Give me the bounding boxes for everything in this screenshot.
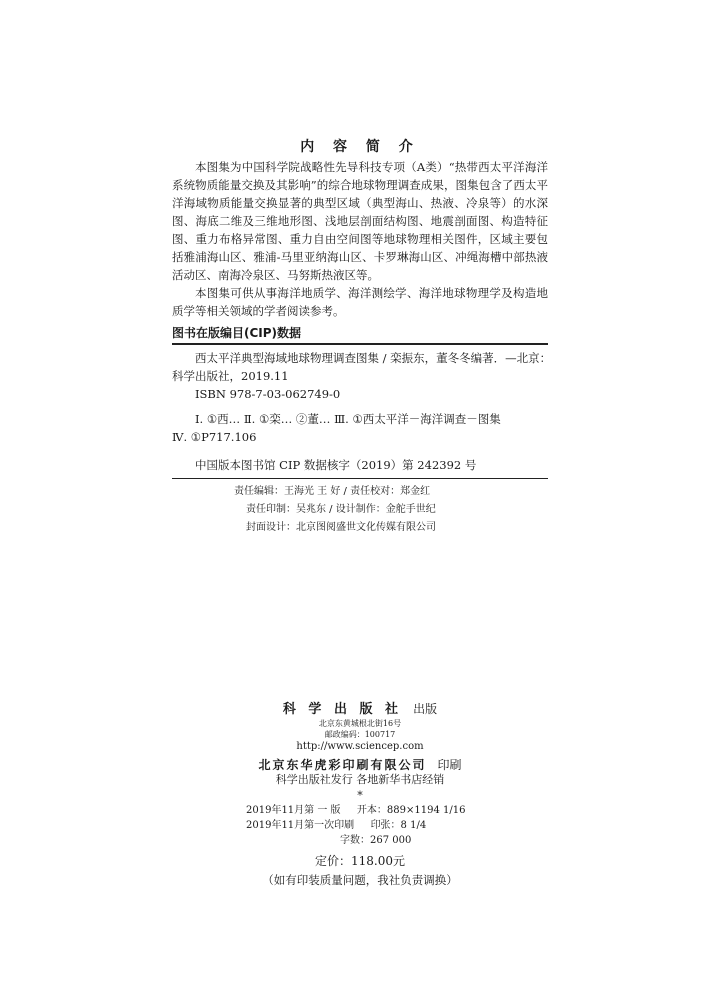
cip-classification-line-2: Ⅳ. ①P717.106	[172, 430, 257, 444]
cip-top-rule	[172, 343, 548, 345]
cip-core-data-row	[172, 456, 548, 474]
intro-paragraph-2: 本图集可供从事海洋地质学、海洋测绘学、海洋地球物理学及构造地质学等相关领域的学者阅读参考。	[172, 286, 548, 318]
print-date: 2019年11月第一次印刷	[246, 820, 355, 831]
distribution: 科学出版社发行 各地新华书店经销	[275, 773, 445, 786]
publisher-url: http://www.sciencep.com	[296, 741, 424, 752]
intro-heading: 内 容 简 介	[300, 139, 420, 155]
cip-record	[172, 349, 552, 403]
publisher-suffix: 出版	[413, 702, 438, 716]
cip-bottom-rule	[172, 478, 548, 479]
cip-core-data: 中国版本图书馆 CIP 数据核字（2019）第 242392 号	[195, 458, 477, 472]
cip-classification	[172, 410, 548, 446]
publisher-line	[0, 698, 720, 717]
printer-name: 北京东华虎彩印刷有限公司	[258, 758, 427, 772]
cip-record-line-1: 西太平洋典型海域地球物理调查图集 / 栾振东，董冬冬编著．—北京：	[195, 351, 552, 365]
credits	[234, 483, 436, 537]
publisher-address: 北京东黄城根北街16号	[318, 719, 402, 728]
separator-star: *	[357, 789, 363, 802]
word-count: 字数：267 000	[340, 835, 412, 846]
credits-line-2: 责任印制：吴兆东 / 设计制作：金舵手世纪	[246, 504, 436, 515]
format-size: 开本：889×1194 1/16	[356, 805, 466, 816]
publisher-name: 科 学 出 版 社	[282, 702, 402, 717]
cip-heading: 图书在版编目(CIP)数据	[172, 326, 302, 340]
cip-classification-line-1: Ⅰ. ①西… Ⅱ. ①栾… ②董… Ⅲ. ①西太平洋－海洋调查－图集	[195, 412, 501, 426]
edition-date: 2019年11月第 一 版	[246, 805, 341, 816]
quality-note: （如有印装质量问题，我社负责调换）	[262, 873, 458, 887]
edition-row-1	[246, 803, 465, 818]
sheets: 印张：8 1/4	[370, 820, 427, 831]
edition-row-2	[246, 818, 465, 833]
printer-suffix: 印刷	[437, 758, 462, 772]
edition-info	[246, 803, 465, 848]
cip-isbn: ISBN 978-7-03-062749-0	[195, 387, 341, 401]
credits-line-1: 责任编辑：王海光 王 好 / 责任校对：郑金红	[234, 486, 431, 497]
credits-line-3: 封面设计：北京图阅盛世文化传媒有限公司	[246, 522, 436, 533]
cip-record-line-2: 科学出版社，2019.11	[172, 369, 289, 383]
intro-paragraph-1: 本图集为中国科学院战略性先导科技专项（A类）“热带西太平洋海洋系统物质能量交换及其影响”的综合地球物理调查成果，图集包含了西太平洋海域物质能量交换显著的典型区域（典型海山、热液、冷泉等）的水深图、海底二维及三维地形图、浅地层剖面结构图、地震剖面图、构造特征图、重力布格异常图、重力自由空间图等地球物理相关图件，区域主要包括雅浦海山区、雅浦-马里亚纳海山区、卡罗琳海山区、冲绳海槽中部热液活动区、南海冷泉区、马努斯热液区等。	[172, 160, 548, 282]
publisher-postcode: 邮政编码：100717	[324, 730, 396, 739]
price: 定价：118.00元	[315, 854, 405, 868]
intro-text	[172, 158, 548, 320]
